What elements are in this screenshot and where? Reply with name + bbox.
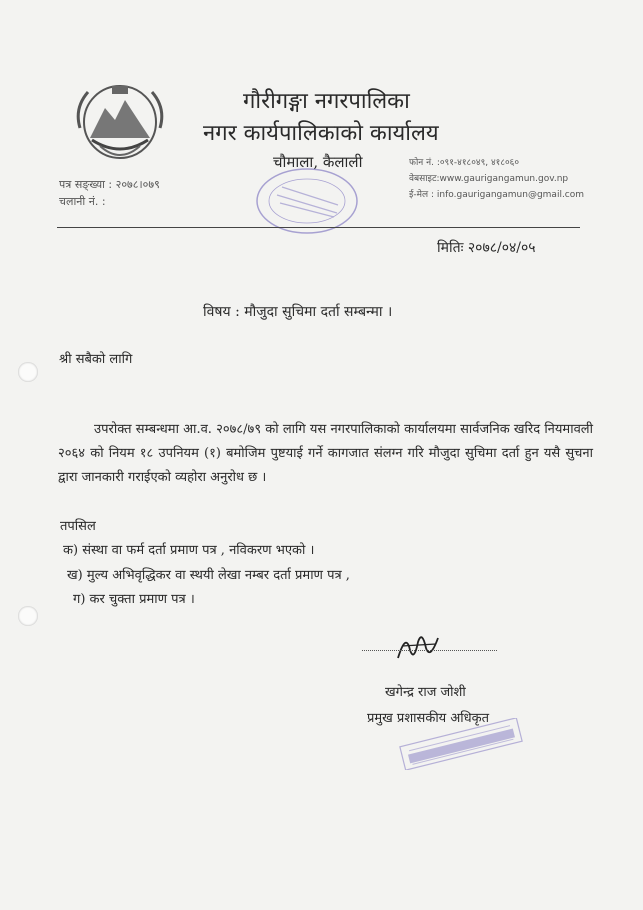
letter-date: मितिः २०७८/०४/०५ <box>437 240 536 256</box>
body-paragraph <box>58 418 593 490</box>
signatory-name: खगेन्द्र राज जोशी <box>385 685 466 700</box>
punch-hole <box>18 362 38 382</box>
website: वेबसाइट:www.gaurigangamun.gov.np <box>409 174 569 184</box>
details-item: क) संस्था वा फर्म दर्ता प्रमाण पत्र , नविकरण भएको । <box>63 543 315 558</box>
handwritten-signature <box>392 628 444 664</box>
header-divider <box>57 227 580 228</box>
details-heading: तपसिल <box>60 519 96 534</box>
officer-rectangular-stamp <box>395 718 527 770</box>
punch-hole <box>18 606 38 626</box>
reference-number: पत्र सङ्ख्या : २०७८।०७९ <box>59 178 160 191</box>
organization-name: गौरीगङ्गा नगरपालिका <box>243 89 410 114</box>
salutation: श्री सबैको लागि <box>59 352 133 367</box>
reference-block <box>59 176 160 210</box>
nepal-emblem-icon <box>70 78 170 170</box>
signature-line <box>362 650 497 651</box>
letter-subject: विषय : मौजुदा सुचिमा दर्ता सम्बन्मा । <box>203 304 393 320</box>
office-location: चौमाला, कैलाली <box>273 153 363 171</box>
signatory-title: प्रमुख प्रशासकीय अधिकृत <box>367 711 490 726</box>
office-name: नगर कार्यपालिकाको कार्यालय <box>203 121 439 146</box>
details-item: ख) मुल्य अभिवृद्धिकर वा स्थयी लेखा नम्बर दर्ता प्रमाण पत्र , <box>67 568 350 583</box>
contact-block <box>409 155 584 203</box>
details-item: ग) कर चुक्ता प्रमाण पत्र । <box>73 592 195 607</box>
dispatch-number: चलानी नं. : <box>59 195 106 208</box>
email: ई-मेल : info.gaurigangamun@gmail.com <box>409 190 585 200</box>
phone-number: फोन नं. :०९१-४१८०४९, ४१८०६० <box>409 158 520 168</box>
body-text: उपरोक्त सम्बन्धमा आ.व. २०७८/७९ को लागि यस नगरपालिकाको कार्यालयमा सार्वजनिक खरिद नियमावली २०६४ को नियम १८ उपनियम (१) बमोजिम पुष्टयाई गर्ने कागजात संलग्न गरि मौजुदा सुचिमा दर्ता हुन यसै सुचना द्वारा जानकारी गराईएको व्यहोरा अनुरोध छ । <box>58 422 593 485</box>
